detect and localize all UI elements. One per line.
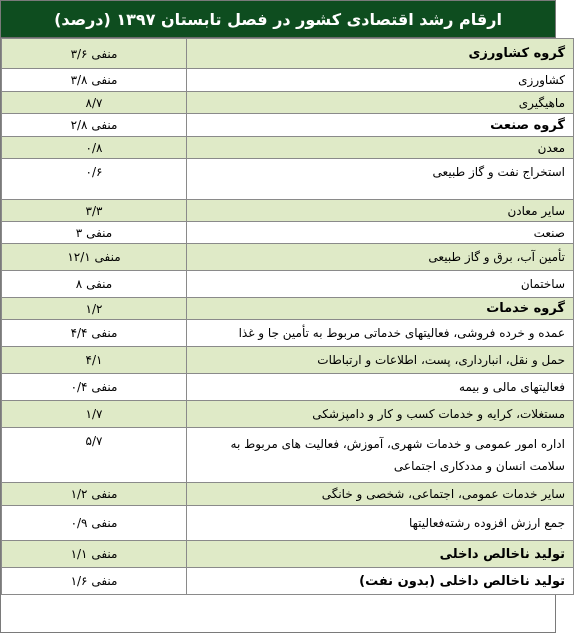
table-title: ارقام رشد اقتصادی کشور در فصل تابستان ۱۳۹۷ (درصد): [1, 1, 555, 38]
table-row: [2, 428, 574, 483]
row-value: منفی ۳/۸: [2, 69, 187, 92]
table-row: [2, 541, 574, 568]
table-row: [2, 298, 574, 320]
row-value: منفی ۱/۲: [2, 483, 187, 506]
row-value: منفی ۸: [2, 271, 187, 298]
row-value: ۰/۶: [2, 159, 187, 200]
table-row: [2, 320, 574, 347]
row-label: ماهیگیری: [187, 92, 574, 114]
row-label: معدن: [187, 137, 574, 159]
row-value: منفی ۳/۶: [2, 39, 187, 69]
table-row: [2, 568, 574, 595]
table-row: [2, 401, 574, 428]
row-value: ۵/۷: [2, 428, 187, 483]
row-value: منفی ۱/۶: [2, 568, 187, 595]
row-label: گروه کشاورزی: [187, 39, 574, 69]
row-label: [187, 428, 574, 483]
table-row: [2, 374, 574, 401]
row-value: منفی ۰/۴: [2, 374, 187, 401]
growth-table: [1, 38, 574, 595]
row-label-line: اداره امور عمومی و خدمات شهری، آموزش، فعالیت های مربوط به: [230, 437, 565, 451]
table-row: [2, 137, 574, 159]
table-row: [2, 92, 574, 114]
row-label: ساختمان: [187, 271, 574, 298]
row-value: ۱/۷: [2, 401, 187, 428]
row-value: ۰/۸: [2, 137, 187, 159]
row-label: مستغلات، کرایه و خدمات کسب و کار و دامپزشکی: [187, 401, 574, 428]
table-row: [2, 69, 574, 92]
row-value: منفی ۲/۸: [2, 114, 187, 137]
table-row: [2, 483, 574, 506]
row-value: منفی ۰/۹: [2, 506, 187, 541]
row-label: کشاورزی: [187, 69, 574, 92]
row-label: تأمین آب، برق و گاز طبیعی: [187, 244, 574, 271]
table-row: [2, 347, 574, 374]
row-value: منفی ۴/۴: [2, 320, 187, 347]
table-row: [2, 114, 574, 137]
row-value: ۱/۲: [2, 298, 187, 320]
row-label: تولید ناخالص داخلی: [187, 541, 574, 568]
row-label: استخراج نفت و گاز طبیعی: [187, 159, 574, 200]
row-label: حمل و نقل، انبارداری، پست، اطلاعات و ارتباطات: [187, 347, 574, 374]
row-label: عمده و خرده فروشی، فعالیتهای خدماتی مربوط به تأمین جا و غذا: [187, 320, 574, 347]
table-row: [2, 39, 574, 69]
table-row: [2, 506, 574, 541]
table-row: [2, 222, 574, 244]
row-label-line: سلامت انسان و مددکاری اجتماعی: [393, 459, 565, 473]
row-label: تولید ناخالص داخلی (بدون نفت): [187, 568, 574, 595]
row-value: منفی ۳: [2, 222, 187, 244]
table-row: [2, 244, 574, 271]
table-row: [2, 200, 574, 222]
table-row: [2, 271, 574, 298]
row-label: فعالیتهای مالی و بیمه: [187, 374, 574, 401]
row-value: ۴/۱: [2, 347, 187, 374]
row-value: منفی ۱۲/۱: [2, 244, 187, 271]
row-value: ۸/۷: [2, 92, 187, 114]
row-label: سایر خدمات عمومی، اجتماعی، شخصی و خانگی: [187, 483, 574, 506]
row-label: گروه صنعت: [187, 114, 574, 137]
table-row: [2, 159, 574, 200]
row-value: ۳/۳: [2, 200, 187, 222]
row-label: جمع ارزش افزوده رشته‌فعالیتها: [187, 506, 574, 541]
row-label: گروه خدمات: [187, 298, 574, 320]
row-value: منفی ۱/۱: [2, 541, 187, 568]
row-label: صنعت: [187, 222, 574, 244]
row-label: سایر معادن: [187, 200, 574, 222]
